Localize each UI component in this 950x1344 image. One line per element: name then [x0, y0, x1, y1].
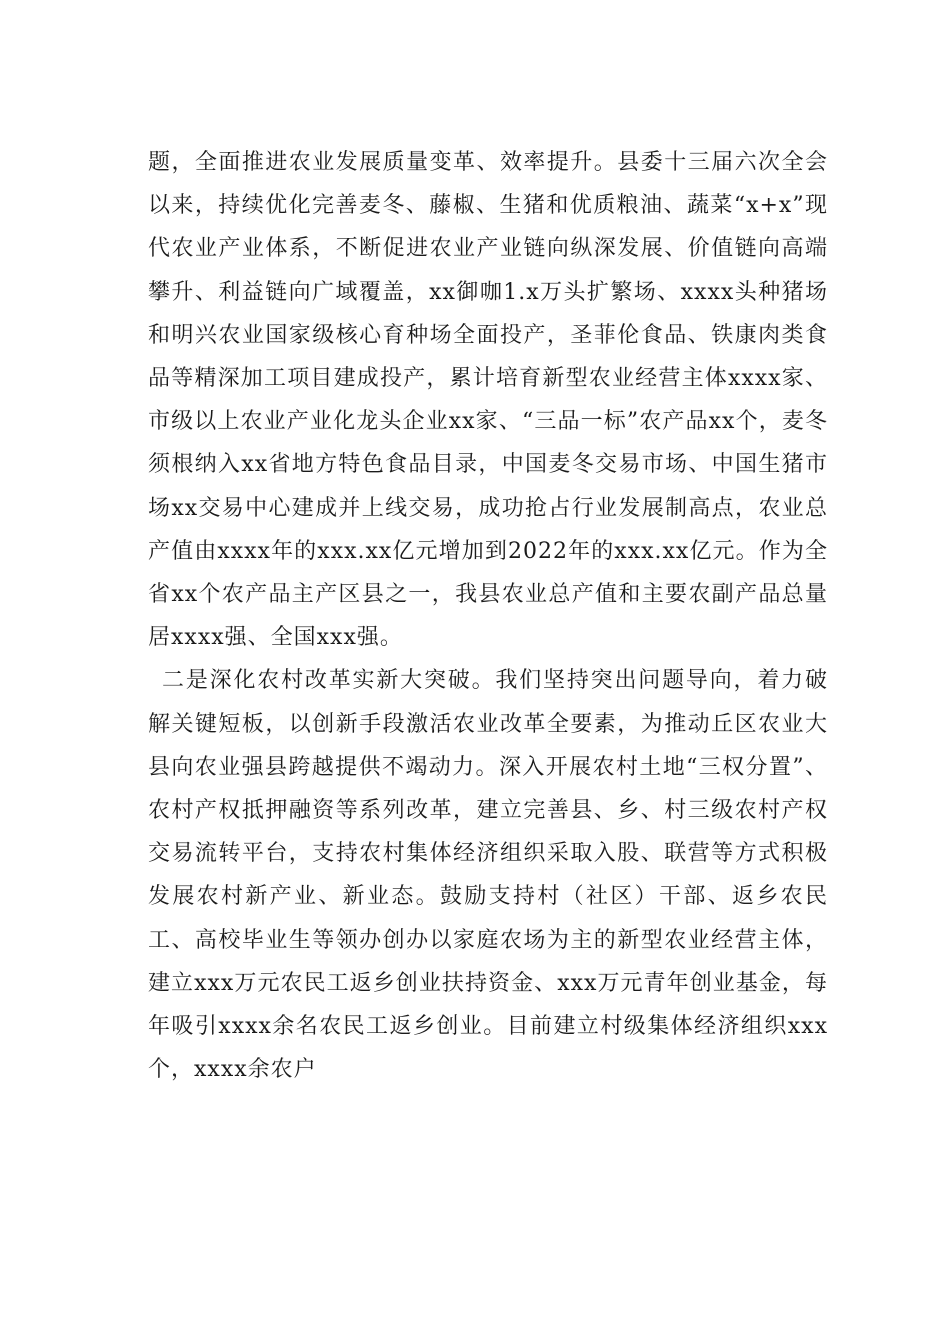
paragraph-agri-industry	[148, 141, 828, 659]
document-body	[148, 141, 828, 1091]
paragraph-heading: 二是深化农村改革实新大突破。	[162, 668, 496, 694]
paragraph-text: 我们坚持突出问题导向，着力破解关键短板，以创新手段激活农业改革全要素，为推动丘区农业大县向农业强县跨越提供不竭动力。深入开展农村土地“三权分置”、农村产权抵押融资等系列改革，建立完善县、乡、村三级农村产权交易流转平台，支持农村集体经济组织采取入股、联营等方式积极发展农村新产业、新业态。鼓励支持村（社区）干部、返乡农民工、高校毕业生等领办创办以家庭农场为主的新型农业经营主体，建立xxx万元农民工返乡创业扶持资金、xxx万元青年创业基金，每年吸引xxxx余名农民工返乡创业。目前建立村级集体经济组织xxx个，xxxx余农户	[148, 668, 828, 1083]
paragraph-text: 题，全面推进农业发展质量变革、效率提升。县委十三届六次全会以来，持续优化完善麦冬、藤椒、生猪和优质粮油、蔬菜“x+x”现代农业产业体系，不断促进农业产业链向纵深发展、价值链向高端攀升、利益链向广域覆盖，xx御咖1.x万头扩繁场、xxxx头种猪场和明兴农业国家级核心育种场全面投产，圣菲伦食品、铁康肉类食品等精深加工项目建成投产，累计培育新型农业经营主体xxxx家、市级以上农业产业化龙头企业xx家、“三品一标”农产品xx个，麦冬须根纳入xx省地方特色食品目录，中国麦冬交易市场、中国生猪市场xx交易中心建成并上线交易，成功抢占行业发展制高点，农业总产值由xxxx年的xxx.xx亿元增加到2022年的xxx.xx亿元。作为全省xx个农产品主产区县之一，我县农业总产值和主要农副产品总量居xxxx强、全国xxx强。	[148, 150, 828, 651]
paragraph-rural-reform	[148, 659, 828, 1091]
